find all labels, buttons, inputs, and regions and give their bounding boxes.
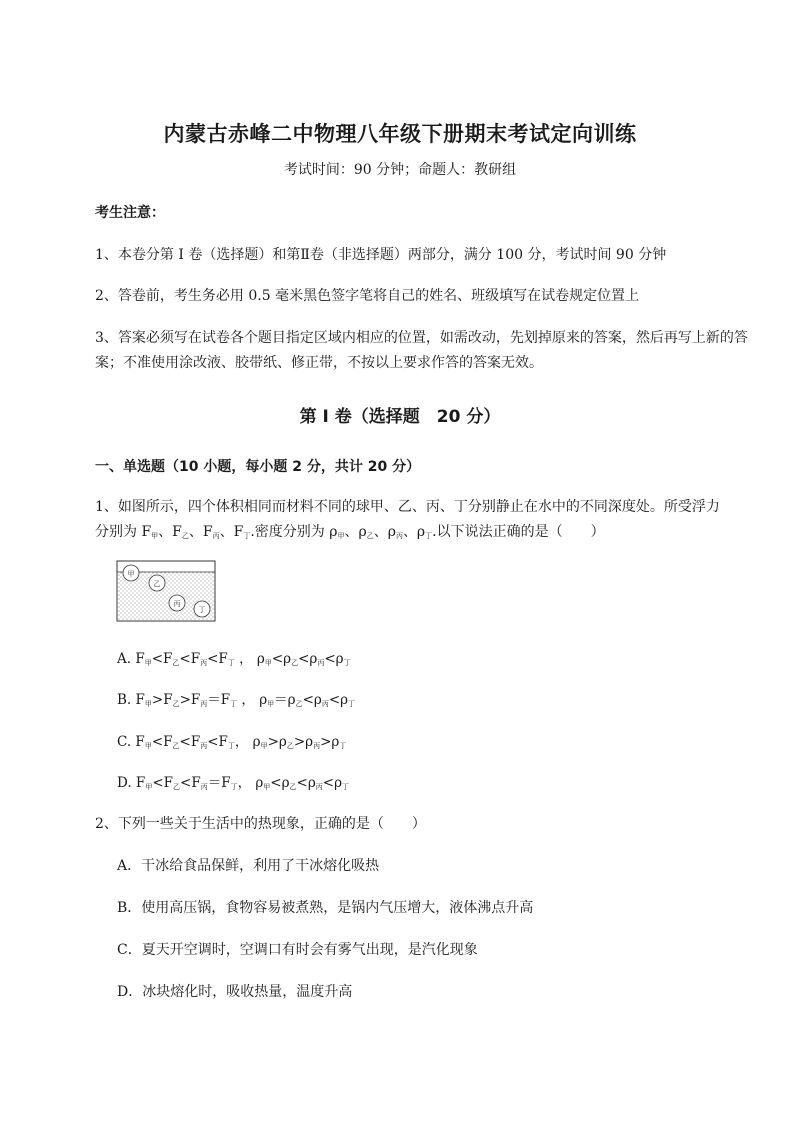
section-title: 第 I 卷（选择题 20 分） <box>299 407 501 427</box>
ball-bing <box>169 595 185 611</box>
ball-yi <box>149 575 165 591</box>
ball-label-bing: 丙 <box>173 600 181 608</box>
q2-stem: 2、下列一些关于生活中的热现象，正确的是（ ） <box>95 816 426 832</box>
q1-stem-line1: 1、如图所示，四个体积相同而材料不同的球甲、乙、丙、丁分别静止在水中的不同深度处。所受浮力 <box>95 499 720 515</box>
ball-label-jia: 甲 <box>127 570 135 578</box>
notice-heading: 考生注意： <box>95 205 165 221</box>
q1-option-b[interactable]: B. $F_甲>F_乙>F_丙=F_丁$ ， $\rho_甲=\rho_乙<\rho_丙<\rho_丁$ <box>117 692 356 708</box>
notice-item-2: 2、答卷前，考生务必用 0.5 毫米黑色签字笔将自己的姓名、班级填写在试卷规定位置上 <box>95 288 640 304</box>
exam-subtitle: 考试时间：90 分钟；命题人：教研组 <box>283 162 517 178</box>
ball-label-yi: 乙 <box>153 580 161 588</box>
q1-option-c[interactable]: C. $F_甲<F_乙<F_丙<F_丁$， $\rho_甲>\rho_乙>\rho_丙>\rho_丁$ <box>117 734 347 750</box>
q2-option-a[interactable]: A．干冰给食品保鲜，利用了干冰熔化吸热 <box>117 858 380 874</box>
q1-option-a[interactable]: A. $F_甲<F_乙<F_丙<F_丁$ ， $\rho_甲<\rho_乙<\rho_丙<\rho_丁$ <box>117 651 351 667</box>
part-title: 一、单选题（10 小题，每小题 2 分，共计 20 分） <box>95 459 421 475</box>
q1-option-d[interactable]: D. $F_甲<F_乙<F_丙=F_丁$， $\rho_甲<\rho_乙<\rho_丙<\rho_丁$ <box>117 775 350 791</box>
notice-item-1: 1、本卷分第 I 卷（选择题）和第Ⅱ卷（非选择题）两部分，满分 100 分，考试时间 90 分钟 <box>95 247 667 263</box>
q2-option-b[interactable]: B．使用高压锅，食物容易被煮熟，是锅内气压增大，液体沸点升高 <box>117 900 534 916</box>
ball-jia <box>123 565 139 581</box>
notice-item-3: 3、答案必须写在试卷各个题目指定区域内相应的位置，如需改动，先划掉原来的答案，然后再写上新的答案；不准使用涂改液、胶带纸、修正带，不按以上要求作答的答案无效。 <box>95 330 748 371</box>
q1-stem-line2: 分别为 $F_甲$、$F_乙$、$F_丙$、$F_丁$.密度分别为 $\rho_甲$、$\rho_乙$、$\rho_丙$、$\rho_丁$.以下说法正确的是（ ） <box>95 524 605 540</box>
ball-label-ding: 丁 <box>198 606 206 614</box>
q2-option-c[interactable]: C．夏天开空调时，空调口有时会有雾气出现，是汽化现象 <box>117 942 478 958</box>
exam-title: 内蒙古赤峰二中物理八年级下册期末考试定向训练 <box>163 122 637 146</box>
q2-option-d[interactable]: D．冰块熔化时，吸收热量，温度升高 <box>117 984 353 1000</box>
q1-figure-water-tank <box>116 560 216 622</box>
ball-ding <box>194 601 210 617</box>
